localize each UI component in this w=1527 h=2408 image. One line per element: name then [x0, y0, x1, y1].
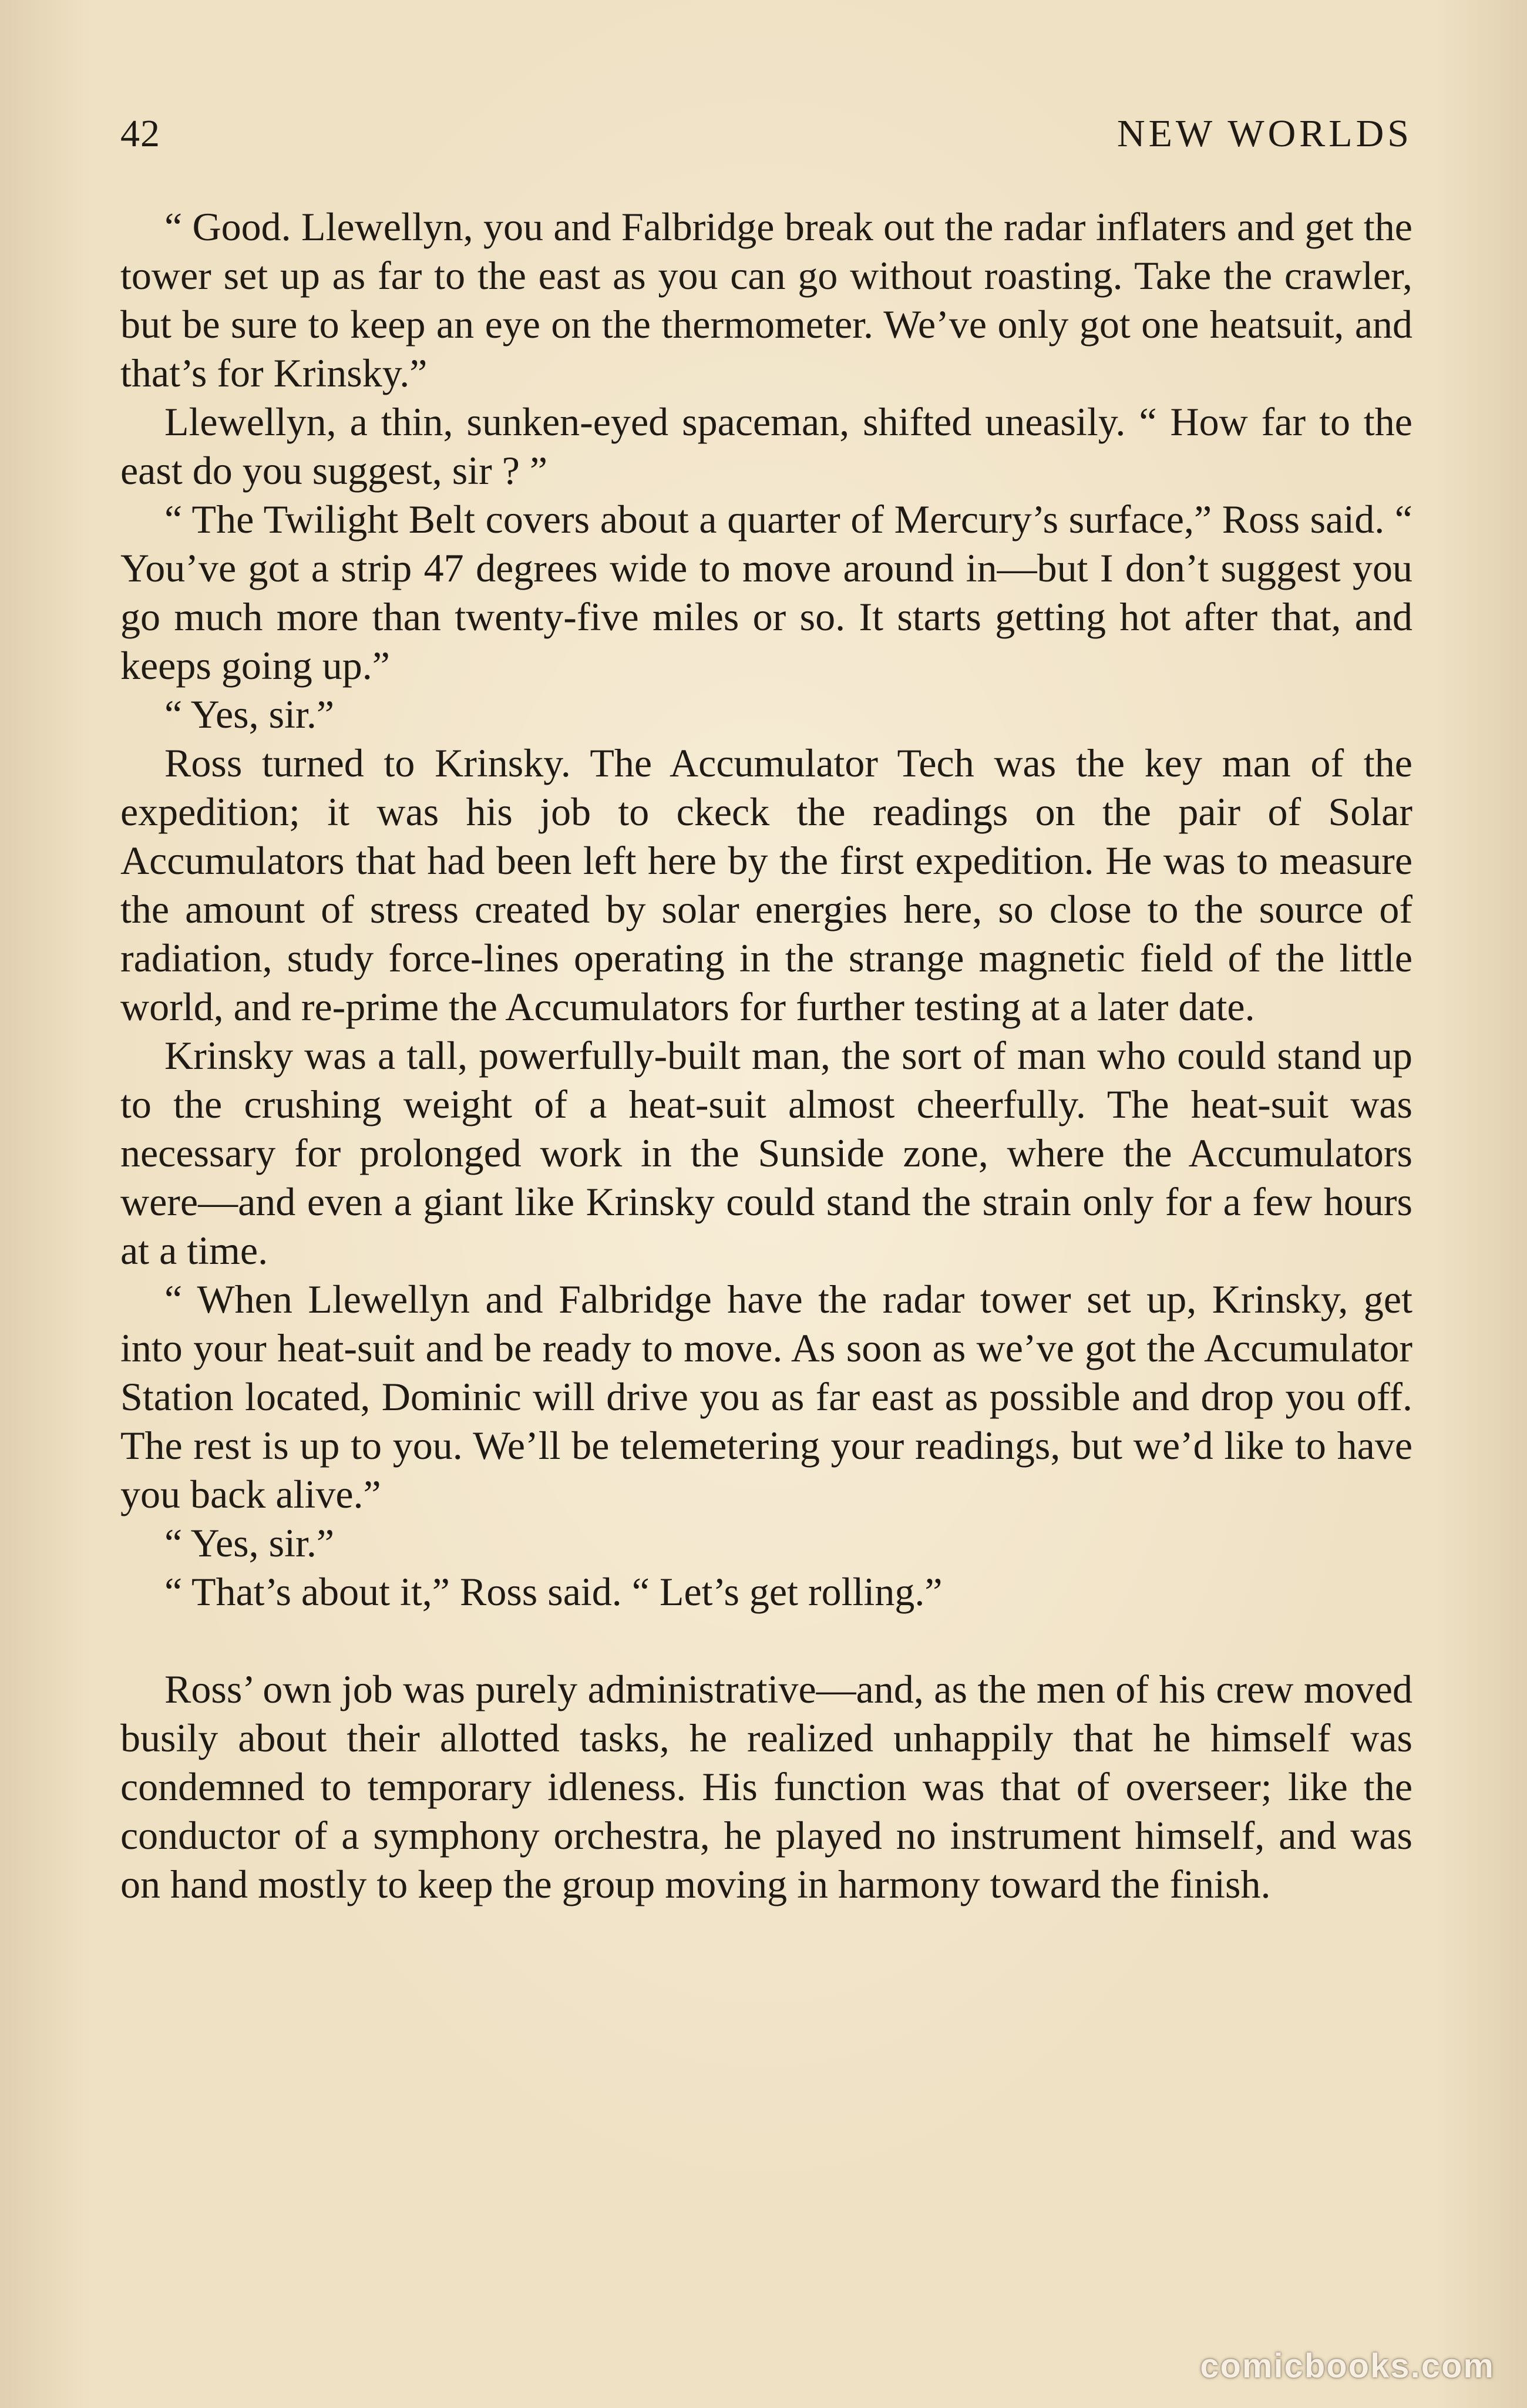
paragraph: Llewellyn, a thin, sunken-eyed spaceman, shifted uneasily. “ How far to the east do you suggest, sir ? ” — [120, 399, 1412, 493]
story-text — [120, 203, 1412, 1909]
page-number: 42 — [120, 112, 160, 155]
paragraph: “ Yes, sir.” — [164, 1521, 335, 1565]
paragraph: “ Good. Llewellyn, you and Falbridge break out the radar inflaters and get the tower set up as far to the east as you can go without roasting. Take the crawler, but be sure to keep an eye on the thermometer. We’ve only got one heatsuit, and that’s for Krinsky.” — [120, 204, 1412, 395]
paragraph: Krinsky was a tall, powerfully-built man, the sort of man who could stand up to the crushing weight of a heat-suit almost cheerfully. The heat-suit was necessary for prolonged work in the Sunside zone, where the Accumulators were—and even a giant like Krinsky could stand the strain only for a few hours at a time. — [120, 1033, 1412, 1273]
paragraph: “ That’s about it,” Ross said. “ Let’s get rolling.” — [164, 1569, 943, 1614]
page-header — [120, 106, 1412, 170]
paragraph: Ross’ own job was purely administrative—and, as the men of his crew moved busily about their allotted tasks, he realized unhappily that he himself was condemned to temporary idleness. His function was that of overseer; like the conductor of a symphony orchestra, he played no instrument himself, and was on hand mostly to keep the group moving in harmony toward the finish. — [120, 1667, 1412, 1906]
paragraph: “ When Llewellyn and Falbridge have the radar tower set up, Krinsky, get into your heat-suit and be ready to move. As soon as we’ve got the Accumulator Station located, Dominic will drive you as far east as possible and drop you off. The rest is up to you. We’ll be telemetering your readings, but we’d like to have you back alive.” — [120, 1277, 1412, 1516]
paragraph: “ The Twilight Belt covers about a quarter of Mercury’s surface,” Ross said. “ You’ve got a strip 47 degrees wide to move around in—but I don’t suggest you go much more than twenty-five miles or so. It starts getting hot after that, and keeps going up.” — [120, 497, 1412, 688]
watermark-logo: comicbooks.com — [1200, 2347, 1495, 2385]
paragraph: Ross turned to Krinsky. The Accumulator Tech was the key man of the expedition; it was his job to ckeck the readings on the pair of Solar Accumulators that had been left here by the first expedition. He was to measure the amount of stress created by solar energies here, so close to the source of radiation, study force-lines operating in the strange magnetic field of the little world, and re-prime the Accumulators for further testing at a later date. — [120, 741, 1412, 1029]
paragraph: “ Yes, sir.” — [164, 692, 335, 736]
running-head: NEW WORLDS — [1116, 112, 1412, 155]
